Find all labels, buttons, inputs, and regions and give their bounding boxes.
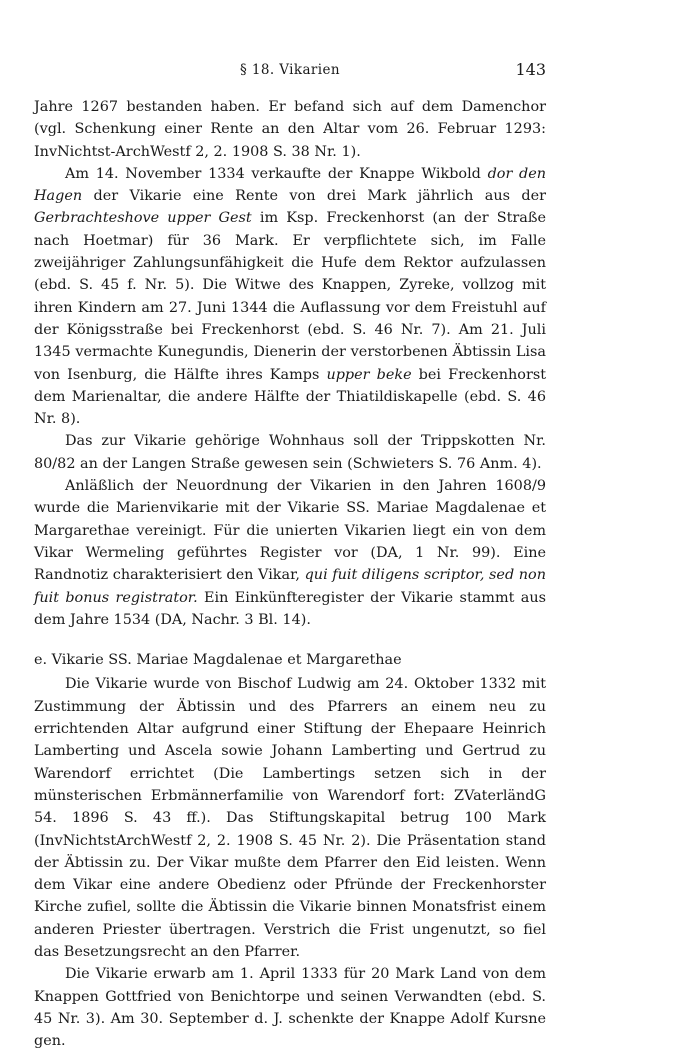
running-head [34,62,546,84]
paragraph-erwerb: Die Vikarie erwarb am 1. April 1333 für 20 Mark Land von dem Knappen Gottfried von Benichtorpe und seinen Verwandten (ebd. S. 45 Nr. 3). Am 30. September d. J. schenkte der Knappe Adolf Kursne gen. [34,966,546,1050]
text-run: Ein Einkünfteregister der Vikarie stammt aus dem Jahre 1534 (DA, Nachr. 3 Bl. 14). [34,589,546,628]
text-run: Am 14. November 1334 verkaufte der Knappe Wikbold [65,165,488,182]
paragraph-stiftung: Die Vikarie wurde von Bischof Ludwig am 24. Oktober 1332 mit Zustimmung der Äbtissin und des Pfarrers an einem neu zu errichtenden Altar aufgrund einer Stiftung der Ehepaare Heinrich Lamberting und Ascela sowie Johann Lamberting und Gertrud zu Warendorf errichtet (Die Lambertings setzen sich in der münsterischen Erbmännerfamilie von Warendorf fort: ZVaterländG 54. 1896 S. 43 ff.). Das Stiftungskapital betrug 100 Mark (InvNichtstArchWestf 2, 2. 1908 S. 45 Nr. 2). Die Präsentation stand der Äbtissin zu. Der Vikar mußte dem Pfarrer den Eid leisten. Wenn dem Vikar eine andere Obedienz oder Pfründe der Freckenhorster Kirche zufiel, sollte die Äbtissin die Vikarie binnen Monatsfrist einem anderen Priester übertragen. Verstrich die Frist ungenutzt, so fiel das Besetzungsrecht an den Pfarrer. [34,676,546,960]
text-run: der Vikarie eine Rente von drei Mark jährlich aus der [82,188,546,205]
text-run: im Ksp. Freckenhorst (an der Straße nach Hoetmar) für 36 Mark. Er verpflichtete sich, im Falle zweijähriger Zahlungsunfähigkeit die Hufe dem Rektor aufzulassen (ebd. S. 45 f. Nr. 5). Die Witwe des Knappen, Zyreke, vollzog mit ihren Kindern am 27. Juni 1344 die Auflassung vor dem Freistuhl auf der Königsstraße bei Freckenhorst (ebd. S. 46 Nr. 7). Am 21. Juli 1345 vermachte Kunegundis, Dienerin der verstorbenen Äbtissin Lisa von Isenburg, die Hälfte ihres Kamps [34,210,546,383]
italic-text-run: qui fuit diligens scriptor, sed non fuit bonus registrator. [34,567,546,606]
italic-text-run: dor den Hagen [34,165,546,205]
text-run: Anläßlich der Neuordnung der Vikarien in den Jahren 1608/9 wurde die Marienvikarie mit der Vikarie SS. Mariae Magdalenae et Margarethae vereinigt. Für die unierten Vikarien liegt ein von dem Vikar Wermeling geführtes Register vor (DA, 1 Nr. 99). Eine Randnotiz charakterisiert den Vikar, [34,478,546,584]
italic-text-run: Gerbrachteshove upper Gest [34,210,252,227]
paragraph-continuation: Jahre 1267 bestanden haben. Er befand sich auf dem Damenchor (vgl. Schenkung einer Rente an den Altar vom 26. Februar 1293: InvNichtst-ArchWestf 2, 2. 1908 S. 38 Nr. 1). [34,99,546,160]
page-number: 143 [515,60,546,79]
section-heading: e. Vikarie SS. Mariae Magdalenae et Margarethae [34,652,402,669]
paragraph-neuordnung [34,475,546,631]
italic-text-run: upper beke [326,366,412,383]
paragraph-wikbold-rente [34,163,546,431]
text-block [34,96,546,1052]
text-run: bei Freckenhorst dem Marienaltar, die andere Hälfte der Thiatildiskapelle (ebd. S. 46 Nr. 8). [34,366,547,428]
running-title: § 18. Vikarien [240,62,340,78]
paragraph-wohnhaus: Das zur Vikarie gehörige Wohnhaus soll der Trippskotten Nr. 80/82 an der Langen Straße gewesen sein (Schwieters S. 76 Anm. 4). [34,433,546,472]
